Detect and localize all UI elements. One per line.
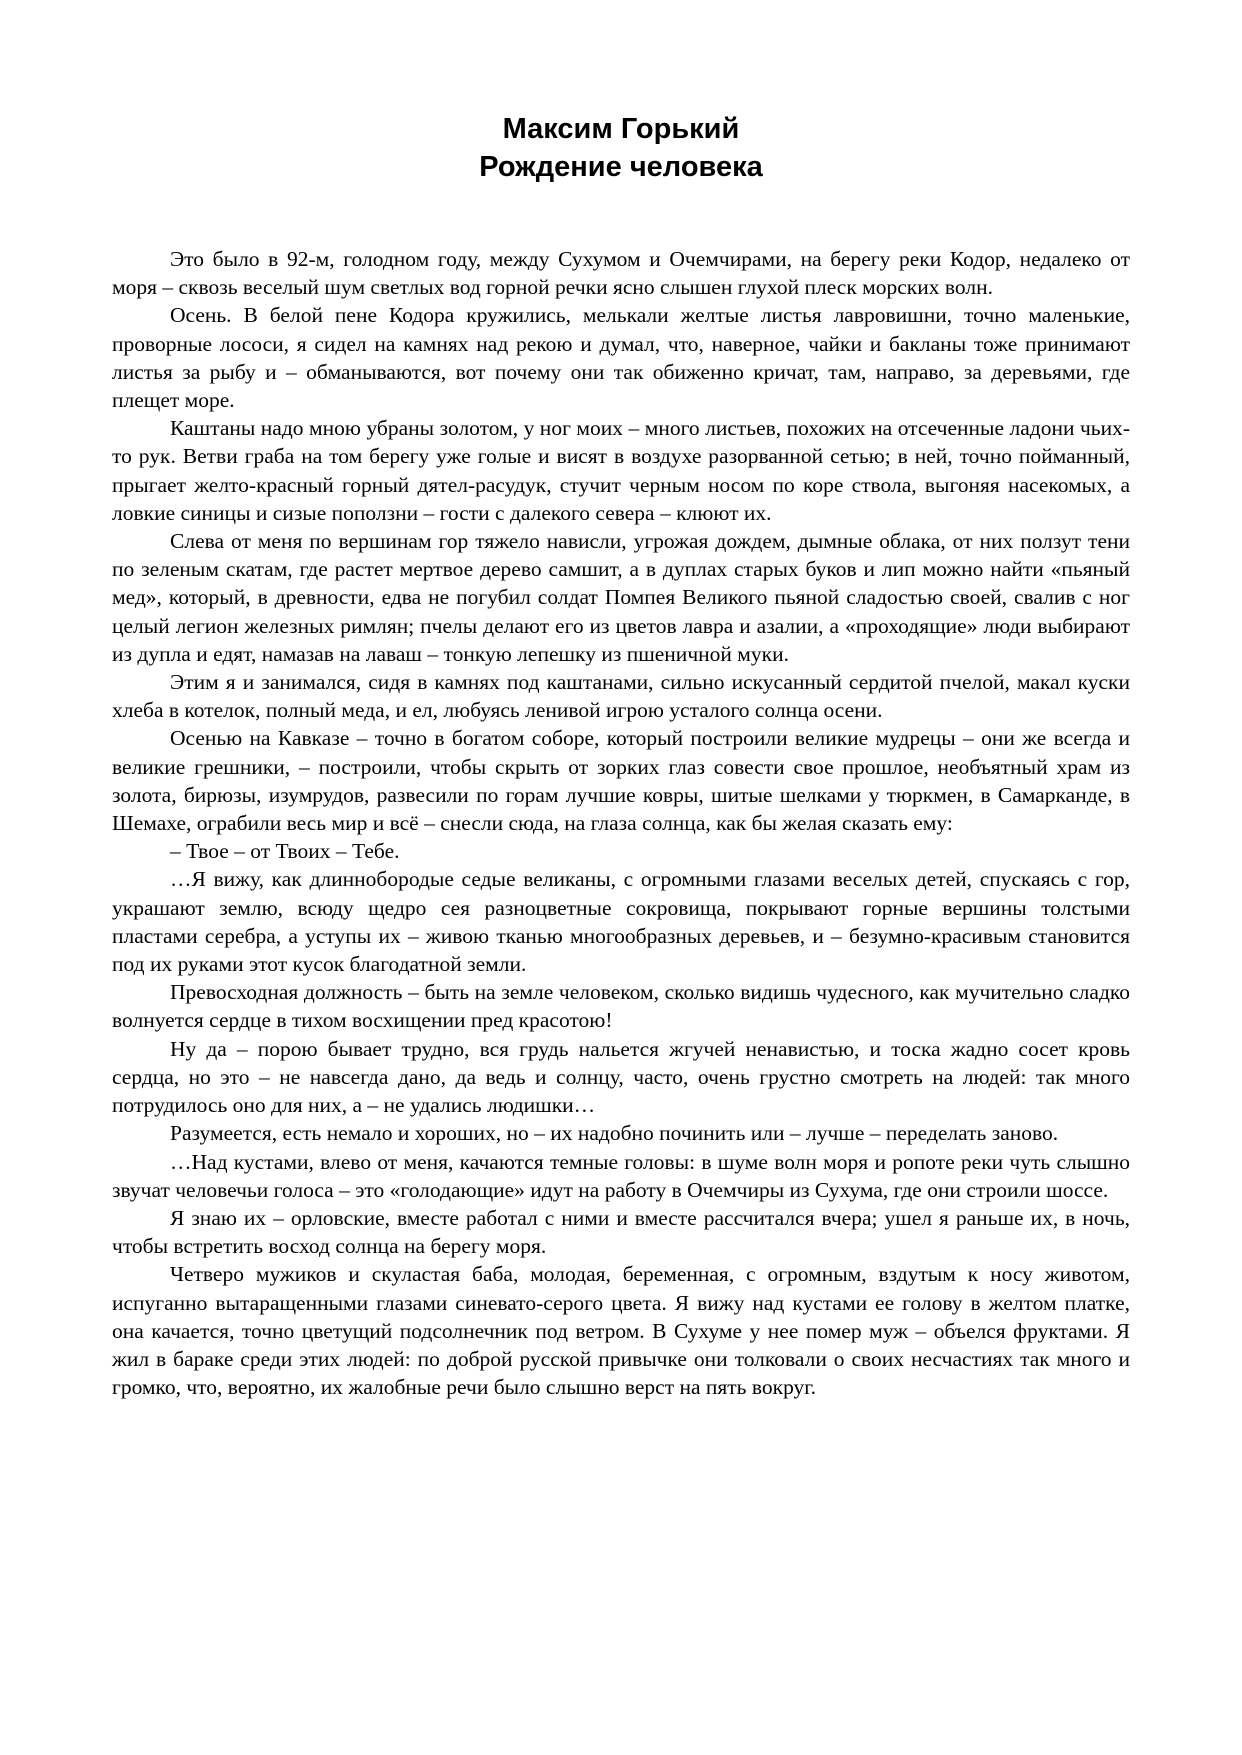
body-text: [112, 245, 1130, 1401]
title-block: [0, 110, 1242, 186]
paragraph: – Твое – от Твоих – Тебе.: [170, 839, 400, 864]
author-name: Максим Горький: [502, 113, 740, 145]
paragraph: Каштаны надо мною убраны золотом, у ног моих – много листьев, похожих на отсеченные ладони чьих-то рук. Ветви граба на том берегу уже голые и висят в воздухе разорванной сетью; в ней, точно пойманный, прыгает желто-красный горный дятел-расудук, стучит черным носом по коре ствола, выгоняя насекомых, а ловкие синицы и сизые поползни – гости с далекого севера – клюют их.: [112, 416, 1130, 525]
paragraph: Осенью на Кавказе – точно в богатом соборе, который построили великие мудрецы – они же всегда и великие грешники, – построили, чтобы скрыть от зорких глаз совести свое прошлое, необъятный храм из золота, бирюзы, изумрудов, развесили по горам лучшие ковры, шитые шелками у тюркмен, в Самарканде, в Шемахе, ограбили весь мир и всё – снесли сюда, на глаза солнца, как бы желая сказать ему:: [112, 726, 1130, 836]
paragraph: Превосходная должность – быть на земле человеком, сколько видишь чудесного, как мучительно сладко волнуется сердце в тихом восхищении пред красотою!: [112, 980, 1130, 1033]
paragraph: Этим я и занимался, сидя в камнях под каштанами, сильно искусанный сердитой пчелой, макал куски хлеба в котелок, полный меда, и ел, любуясь ленивой игрою усталого солнца осени.: [112, 670, 1130, 723]
paragraph: Ну да – порою бывает трудно, вся грудь нальется жгучей ненавистью, и тоска жадно сосет кровь сердца, но это – не навсегда дано, да ведь и солнцу, часто, очень грустно смотреть на людей: так много потрудилось оно для них, а – не удались людишки…: [112, 1036, 1130, 1118]
paragraph: …Над кустами, влево от меня, качаются темные головы: в шуме волн моря и ропоте реки чуть слышно звучат человечьи голоса – это «голодающие» идут на работу в Очемчиры из Сухума, где они строили шоссе.: [112, 1149, 1130, 1202]
document-title: Рождение человека: [479, 151, 763, 183]
paragraph: Это было в 92-м, голодном году, между Сухумом и Очемчирами, на берегу реки Кодор, недалеко от моря – сквозь веселый шум светлых вод горной речки ясно слышен глухой плеск морских волн.: [112, 247, 1130, 300]
paragraph: Четверо мужиков и скуластая баба, молодая, беременная, с огромным, вздутым к носу животом, испуганно вытаращенными глазами синевато-серого цвета. Я вижу над кустами ее голову в желтом платке, она качается, точно цветущий подсолнечник под ветром. В Сухуме у нее помер муж – объелся фруктами. Я жил в бараке среди этих людей: по доброй русской привычке они толковали о своих несчастиях так много и громко, что, вероятно, их жалобные речи было слышно верст на пять вокруг.: [112, 1262, 1130, 1400]
paragraph: Я знаю их – орловские, вместе работал с ними и вместе рассчитался вчера; ушел я раньше их, в ночь, чтобы встретить восход солнца на берегу моря.: [112, 1205, 1130, 1259]
paragraph: Слева от меня по вершинам гор тяжело нависли, угрожая дождем, дымные облака, от них ползут тени по зеленым скатам, где растет мертвое дерево самшит, а в дуплах старых буков и лип можно найти «пьяный мед», который, в древности, едва не погубил солдат Помпея Великого пьяной сладостью своей, свалив с ног целый легион железных римлян; пчелы делают его из цветов лавра и азалии, а «проходящие» люди выбирают из дупла и едят, намазав на лаваш – тонкую лепешку из пшеничной муки.: [112, 529, 1130, 666]
paragraph: …Я вижу, как длиннобородые седые великаны, с огромными глазами веселых детей, спускаясь с гор, украшают землю, всюду щедро сея разноцветные сокровища, покрывают горные вершины толстыми пластами серебра, а уступы их – живою тканью многообразных деревьев, и – безумно-красивым становится под их руками этот кусок благодатной земли.: [112, 867, 1130, 977]
paragraph: Разумеется, есть немало и хороших, но – их надобно починить или – лучше – переделать заново.: [170, 1121, 1059, 1146]
paragraph: Осень. В белой пене Кодора кружились, мелькали желтые листья лавровишни, точно маленькие, проворные лососи, я сидел на камнях над рекою и думал, что, наверное, чайки и бакланы тоже принимают листья за рыбу и – обманываются, вот почему они так обиженно кричат, там, направо, за деревьями, где плещет море.: [112, 303, 1130, 413]
